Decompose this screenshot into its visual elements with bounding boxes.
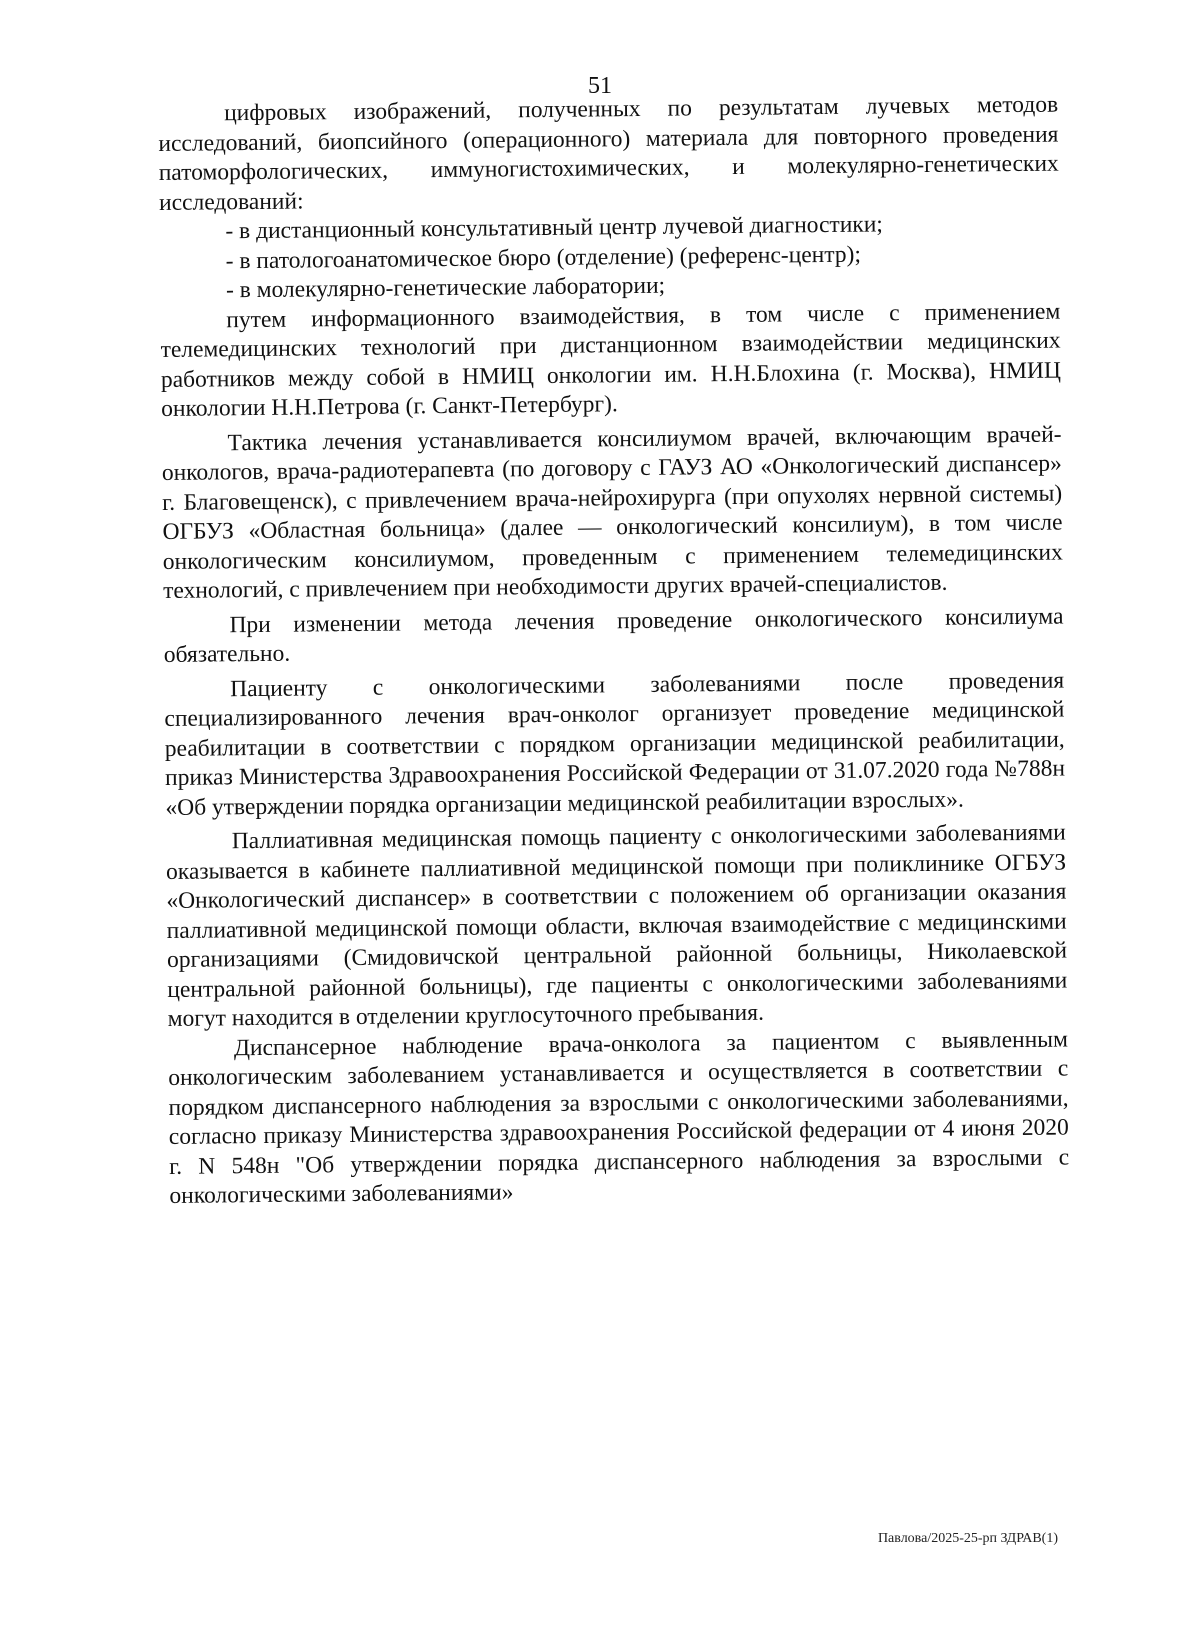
paragraph-continuation: цифровых изображений, полученных по результатам лучевых методов исследований, биопсийного (операционного) материала для повторного проведения патоморфологических, иммуногистохимических, и молекулярно-генетических исследований: [158, 91, 1059, 216]
paragraph-treatment-tactics: Тактика лечения устанавливается консилиумом врачей, включающим врачей-онкологов, врача-радиотерапевта (по договору с ГАУЗ АО «Онкологический диспансер» г. Благовещенск), с привлечением врача-нейрохирурга (при опухолях нервной системы) ОГБУЗ «Областная больница» (далее — онкологический консилиум), в том числе онкологическим консилиумом, проведенным с применением телемедицинских технологий, с привлечением при необходимости других врачей-специалистов. [161, 421, 1063, 604]
list-item: - в патологоанатомическое бюро (отделение) (референс-центр); [225, 241, 862, 274]
page-number: 51 [588, 73, 612, 99]
list-item: - в молекулярно-генетические лаборатории; [225, 272, 666, 304]
footer-reference: Павлова/2025-25-рп ЗДРАВ(1) [877, 1531, 1058, 1546]
paragraph-information-exchange: путем информационного взаимодействия, в том числе с применением телемедицинских технологий при дистанционном взаимодействии медицинских работников между собой в НМИЦ онкологии им. Н.Н.Блохина (г. Москва), НМИЦ онкологии Н.Н.Петрова (г. Санкт-Петербург). [160, 298, 1062, 422]
paragraph-rehabilitation: Пациенту с онкологическими заболеваниями после проведения специализированного лечения врач-онколог организует проведение медицинской реабилитации в соответствии с порядком организации медицинской реабилитации, приказ Министерства Здравоохранения Российской Федерации от 31.07.2020 года №788н «Об утверждении порядка организации медицинской реабилитации взрослых». [164, 667, 1066, 821]
list-item: - в дистанционный консультативный центр лучевой диагностики; [225, 211, 883, 245]
paragraph-dispensary-observation: Диспансерное наблюдение врача-онколога за пациентом с выявленным онкологическим заболеванием устанавливается и осуществляется в соответствии с порядком диспансерного наблюдения за взрослыми с онкологическими заболеваниями, согласно приказу Министерства здравоохранения Российской федерации от 4 июня 2020 г. N 548н "Об утверждении порядка диспансерного наблюдения за взрослыми с онкологическими заболеваниями» [168, 1026, 1070, 1209]
document-body [158, 91, 1070, 1212]
paragraph-palliative-care: Паллиативная медицинская помощь пациенту с онкологическими заболеваниями оказывается в кабинете паллиативной медицинской помощи при поликлинике ОГБУЗ «Онкологический диспансер» в соответствии с положением об организации оказания паллиативной медицинской помощи области, включая взаимодействие с медицинскими организациями (Смидовичской центральной районной больницы, Николаевской центральной районной больницы), где пациенты с онкологическими заболеваниями могут находится в отделении круглосуточного пребывания. [165, 819, 1068, 1032]
paragraph-method-change: При изменении метода лечения проведение онкологического консилиума обязательно. [163, 603, 1064, 668]
